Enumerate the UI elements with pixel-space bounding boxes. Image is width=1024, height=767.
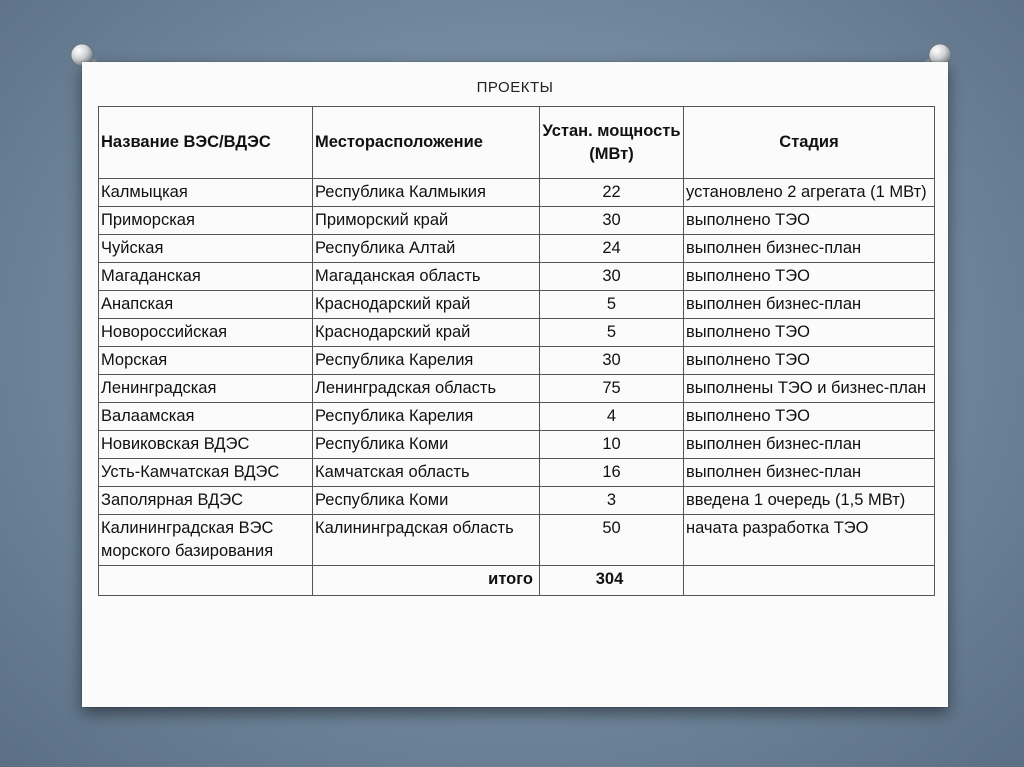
cell-location: Ленинградская область xyxy=(313,375,540,403)
cell-location: Республика Карелия xyxy=(313,347,540,375)
cell-power: 24 xyxy=(540,235,684,263)
table-header-row xyxy=(99,107,935,179)
cell-location: Краснодарский край xyxy=(313,291,540,319)
total-empty-cell xyxy=(99,566,313,596)
cell-location: Приморский край xyxy=(313,207,540,235)
cell-name: Приморская xyxy=(99,207,313,235)
cell-stage: выполнено ТЭО xyxy=(684,347,935,375)
slide-card xyxy=(82,62,948,707)
table-row xyxy=(99,487,935,515)
cell-power: 22 xyxy=(540,179,684,207)
header-power: Устан. мощность (МВт) xyxy=(540,107,684,179)
cell-stage: выполнено ТЭО xyxy=(684,403,935,431)
cell-stage: выполнен бизнес-план xyxy=(684,431,935,459)
total-label: итого xyxy=(313,566,540,596)
table-row xyxy=(99,319,935,347)
projects-table xyxy=(98,106,935,596)
cell-stage: установлено 2 агрегата (1 МВт) xyxy=(684,179,935,207)
cell-power: 30 xyxy=(540,207,684,235)
cell-power: 10 xyxy=(540,431,684,459)
cell-name: Калининградская ВЭС морского базирования xyxy=(99,515,313,566)
table-row xyxy=(99,291,935,319)
total-value: 304 xyxy=(540,566,684,596)
header-location: Месторасположение xyxy=(313,107,540,179)
table-row xyxy=(99,459,935,487)
cell-name: Ленинградская xyxy=(99,375,313,403)
table-row xyxy=(99,207,935,235)
slide-title: ПРОЕКТЫ xyxy=(476,79,554,96)
cell-power: 5 xyxy=(540,291,684,319)
cell-location: Краснодарский край xyxy=(313,319,540,347)
cell-stage: выполнено ТЭО xyxy=(684,319,935,347)
header-stage: Стадия xyxy=(684,107,935,179)
cell-stage: выполнено ТЭО xyxy=(684,207,935,235)
cell-power: 75 xyxy=(540,375,684,403)
total-row xyxy=(99,566,935,596)
cell-name: Калмыцкая xyxy=(99,179,313,207)
cell-power: 4 xyxy=(540,403,684,431)
cell-location: Республика Алтай xyxy=(313,235,540,263)
cell-name: Заполярная ВДЭС xyxy=(99,487,313,515)
table-row xyxy=(99,235,935,263)
cell-power: 5 xyxy=(540,319,684,347)
cell-stage: введена 1 очередь (1,5 МВт) xyxy=(684,487,935,515)
cell-location: Республика Карелия xyxy=(313,403,540,431)
table-row xyxy=(99,347,935,375)
cell-name: Новиковская ВДЭС xyxy=(99,431,313,459)
cell-name: Чуйская xyxy=(99,235,313,263)
cell-name: Валаамская xyxy=(99,403,313,431)
cell-name: Анапская xyxy=(99,291,313,319)
cell-power: 50 xyxy=(540,515,684,566)
table-row xyxy=(99,515,935,566)
cell-location: Магаданская область xyxy=(313,263,540,291)
cell-name: Морская xyxy=(99,347,313,375)
cell-power: 30 xyxy=(540,347,684,375)
cell-name: Усть-Камчатская ВДЭС xyxy=(99,459,313,487)
cell-stage: выполнен бизнес-план xyxy=(684,459,935,487)
cell-stage: выполнен бизнес-план xyxy=(684,291,935,319)
total-empty-stage xyxy=(684,566,935,596)
cell-power: 30 xyxy=(540,263,684,291)
cell-stage: выполнено ТЭО xyxy=(684,263,935,291)
table-row xyxy=(99,403,935,431)
cell-power: 16 xyxy=(540,459,684,487)
table-row xyxy=(99,179,935,207)
cell-location: Республика Коми xyxy=(313,431,540,459)
cell-stage: выполнен бизнес-план xyxy=(684,235,935,263)
cell-power: 3 xyxy=(540,487,684,515)
table-row xyxy=(99,375,935,403)
table-row xyxy=(99,263,935,291)
cell-name: Новороссийская xyxy=(99,319,313,347)
cell-stage: выполнены ТЭО и бизнес-план xyxy=(684,375,935,403)
cell-location: Республика Коми xyxy=(313,487,540,515)
cell-location: Калининградская область xyxy=(313,515,540,566)
header-name: Название ВЭС/ВДЭС xyxy=(99,107,313,179)
cell-name: Магаданская xyxy=(99,263,313,291)
table-row xyxy=(99,431,935,459)
cell-location: Республика Калмыкия xyxy=(313,179,540,207)
cell-stage: начата разработка ТЭО xyxy=(684,515,935,566)
cell-location: Камчатская область xyxy=(313,459,540,487)
